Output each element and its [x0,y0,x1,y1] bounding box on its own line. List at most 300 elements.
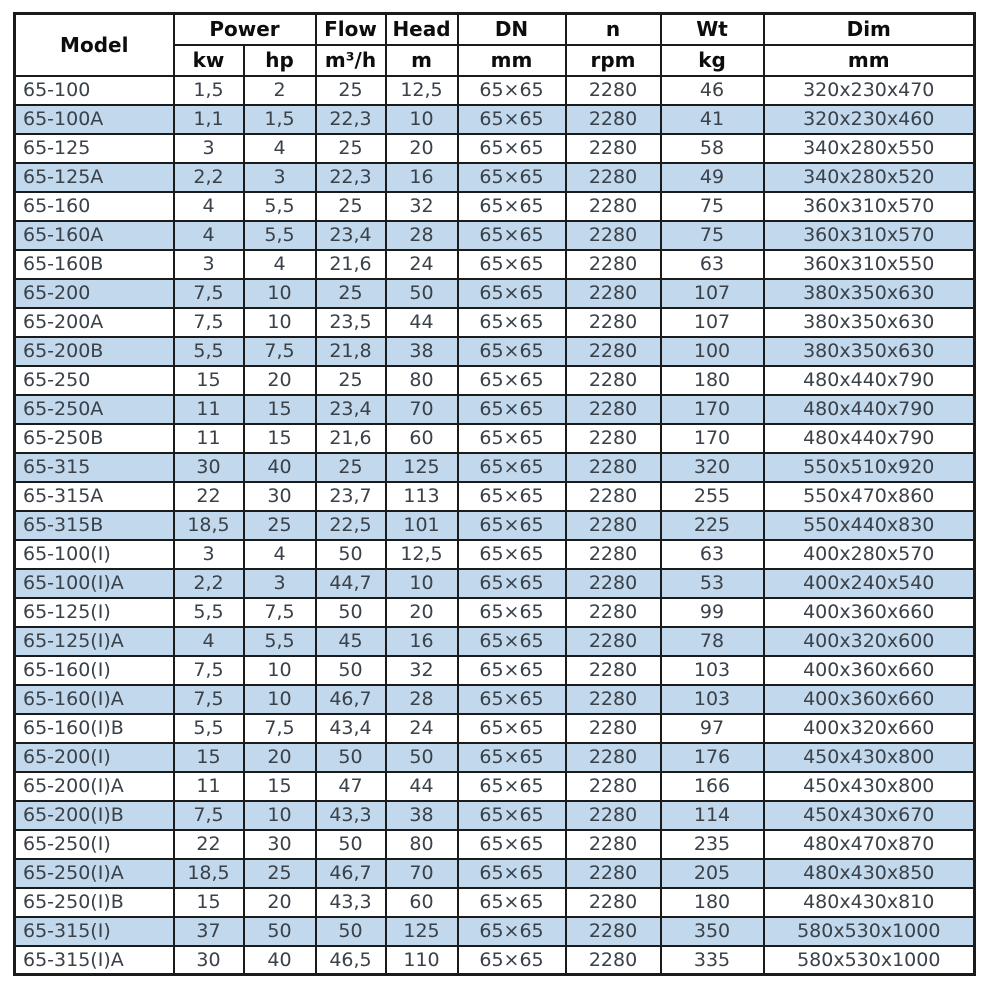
table-row [15,946,975,975]
cell-dn: 65×65 [458,221,566,250]
cell-wt: 58 [661,134,764,163]
cell-power-kw: 15 [174,888,244,917]
cell-dn: 65×65 [458,801,566,830]
cell-dim: 550x440x830 [764,511,975,540]
cell-model: 65-160(I)B [15,714,174,743]
cell-dn: 65×65 [458,424,566,453]
cell-model: 65-200(I)B [15,801,174,830]
cell-power-hp: 40 [244,946,316,975]
cell-power-hp: 10 [244,656,316,685]
cell-wt: 170 [661,395,764,424]
cell-wt: 114 [661,801,764,830]
cell-power-hp: 20 [244,743,316,772]
table-row [15,917,975,946]
cell-head: 70 [386,395,458,424]
cell-power-hp: 5,5 [244,627,316,656]
cell-dn: 65×65 [458,163,566,192]
cell-n: 2280 [566,366,661,395]
cell-model: 65-200A [15,308,174,337]
cell-wt: 107 [661,308,764,337]
cell-model: 65-100(I) [15,540,174,569]
cell-power-hp: 10 [244,279,316,308]
cell-model: 65-100 [15,76,174,105]
cell-dim: 480x430x850 [764,859,975,888]
cell-n: 2280 [566,308,661,337]
cell-power-kw: 2,2 [174,163,244,192]
cell-flow: 23,4 [316,395,386,424]
table-body [15,76,975,975]
table-row [15,482,975,511]
cell-dn: 65×65 [458,337,566,366]
cell-dn: 65×65 [458,76,566,105]
cell-n: 2280 [566,482,661,511]
cell-dn: 65×65 [458,134,566,163]
cell-dn: 65×65 [458,685,566,714]
cell-flow: 25 [316,76,386,105]
cell-n: 2280 [566,859,661,888]
cell-power-kw: 7,5 [174,308,244,337]
cell-dn: 65×65 [458,772,566,801]
cell-head: 60 [386,424,458,453]
cell-n: 2280 [566,540,661,569]
cell-flow: 25 [316,453,386,482]
cell-power-hp: 25 [244,511,316,540]
table-row [15,656,975,685]
cell-power-kw: 18,5 [174,511,244,540]
table-row [15,366,975,395]
cell-flow: 45 [316,627,386,656]
cell-dn: 65×65 [458,395,566,424]
cell-dn: 65×65 [458,946,566,975]
cell-wt: 335 [661,946,764,975]
table-row [15,511,975,540]
cell-dim: 400x360x660 [764,685,975,714]
cell-model: 65-125 [15,134,174,163]
cell-power-kw: 4 [174,192,244,221]
table-row [15,685,975,714]
cell-n: 2280 [566,772,661,801]
cell-flow: 22,3 [316,163,386,192]
cell-n: 2280 [566,598,661,627]
table-row [15,76,975,105]
cell-dn: 65×65 [458,656,566,685]
cell-head: 38 [386,337,458,366]
cell-dim: 450x430x800 [764,772,975,801]
cell-wt: 205 [661,859,764,888]
cell-power-hp: 50 [244,917,316,946]
cell-flow: 46,7 [316,859,386,888]
header-power: Power [174,14,316,45]
cell-wt: 103 [661,685,764,714]
cell-head: 28 [386,221,458,250]
cell-power-hp: 20 [244,888,316,917]
cell-head: 125 [386,917,458,946]
cell-dim: 480x440x790 [764,424,975,453]
cell-dim: 580x530x1000 [764,946,975,975]
cell-dn: 65×65 [458,714,566,743]
cell-power-hp: 4 [244,250,316,279]
cell-model: 65-200B [15,337,174,366]
cell-n: 2280 [566,888,661,917]
cell-power-kw: 18,5 [174,859,244,888]
cell-flow: 50 [316,743,386,772]
cell-head: 80 [386,830,458,859]
table-row [15,888,975,917]
cell-power-hp: 30 [244,482,316,511]
cell-wt: 97 [661,714,764,743]
header-unit-flow: m³/h [316,45,386,76]
table-row [15,105,975,134]
cell-flow: 50 [316,540,386,569]
cell-head: 44 [386,308,458,337]
cell-head: 20 [386,598,458,627]
cell-model: 65-200(I)A [15,772,174,801]
cell-flow: 47 [316,772,386,801]
table-row [15,279,975,308]
cell-model: 65-160 [15,192,174,221]
cell-dim: 480x440x790 [764,395,975,424]
table-row [15,221,975,250]
table-row [15,424,975,453]
cell-power-kw: 2,2 [174,569,244,598]
cell-head: 24 [386,250,458,279]
cell-power-hp: 20 [244,366,316,395]
cell-flow: 50 [316,917,386,946]
cell-wt: 100 [661,337,764,366]
cell-model: 65-250(I)A [15,859,174,888]
cell-head: 44 [386,772,458,801]
cell-flow: 23,4 [316,221,386,250]
cell-model: 65-100A [15,105,174,134]
cell-n: 2280 [566,192,661,221]
cell-model: 65-200(I) [15,743,174,772]
cell-n: 2280 [566,685,661,714]
cell-model: 65-160(I)A [15,685,174,714]
cell-head: 50 [386,279,458,308]
cell-head: 70 [386,859,458,888]
cell-dim: 380x350x630 [764,308,975,337]
cell-flow: 25 [316,192,386,221]
cell-head: 10 [386,569,458,598]
cell-power-hp: 25 [244,859,316,888]
cell-dim: 580x530x1000 [764,917,975,946]
cell-n: 2280 [566,76,661,105]
cell-wt: 99 [661,598,764,627]
cell-wt: 180 [661,366,764,395]
cell-power-kw: 30 [174,946,244,975]
cell-n: 2280 [566,946,661,975]
cell-power-kw: 11 [174,772,244,801]
cell-power-hp: 3 [244,569,316,598]
table-row [15,772,975,801]
cell-power-kw: 11 [174,395,244,424]
cell-dim: 400x360x660 [764,598,975,627]
cell-dim: 400x280x570 [764,540,975,569]
cell-flow: 43,4 [316,714,386,743]
cell-dn: 65×65 [458,250,566,279]
cell-wt: 176 [661,743,764,772]
table-row [15,859,975,888]
cell-head: 16 [386,627,458,656]
cell-power-kw: 1,1 [174,105,244,134]
cell-dn: 65×65 [458,540,566,569]
cell-head: 12,5 [386,76,458,105]
cell-dim: 380x350x630 [764,337,975,366]
cell-flow: 23,5 [316,308,386,337]
cell-n: 2280 [566,656,661,685]
cell-model: 65-100(I)A [15,569,174,598]
cell-n: 2280 [566,395,661,424]
table-row [15,453,975,482]
cell-power-hp: 2 [244,76,316,105]
cell-power-kw: 1,5 [174,76,244,105]
header-unit-dim: mm [764,45,975,76]
cell-power-kw: 11 [174,424,244,453]
cell-head: 10 [386,105,458,134]
cell-flow: 23,7 [316,482,386,511]
cell-model: 65-125(I) [15,598,174,627]
cell-wt: 49 [661,163,764,192]
cell-power-kw: 5,5 [174,337,244,366]
table-row [15,337,975,366]
cell-dn: 65×65 [458,859,566,888]
cell-dim: 450x430x670 [764,801,975,830]
cell-head: 16 [386,163,458,192]
cell-power-hp: 5,5 [244,192,316,221]
header-unit-head: m [386,45,458,76]
cell-power-kw: 4 [174,627,244,656]
cell-dn: 65×65 [458,627,566,656]
cell-wt: 320 [661,453,764,482]
header-unit-kw: kw [174,45,244,76]
cell-wt: 63 [661,250,764,279]
cell-flow: 50 [316,598,386,627]
cell-power-hp: 4 [244,134,316,163]
cell-wt: 255 [661,482,764,511]
table-row [15,163,975,192]
cell-wt: 170 [661,424,764,453]
cell-power-kw: 3 [174,540,244,569]
cell-power-hp: 4 [244,540,316,569]
cell-flow: 25 [316,134,386,163]
cell-dim: 400x320x660 [764,714,975,743]
cell-flow: 44,7 [316,569,386,598]
cell-dim: 320x230x460 [764,105,975,134]
cell-n: 2280 [566,134,661,163]
cell-dim: 340x280x550 [764,134,975,163]
cell-head: 125 [386,453,458,482]
cell-dim: 360x310x570 [764,221,975,250]
cell-wt: 75 [661,221,764,250]
cell-model: 65-250(I) [15,830,174,859]
header-n: n [566,14,661,45]
cell-wt: 235 [661,830,764,859]
cell-dn: 65×65 [458,366,566,395]
cell-power-hp: 10 [244,685,316,714]
cell-n: 2280 [566,511,661,540]
cell-n: 2280 [566,627,661,656]
cell-power-kw: 30 [174,453,244,482]
cell-power-hp: 10 [244,801,316,830]
cell-power-hp: 15 [244,772,316,801]
table-row [15,743,975,772]
cell-n: 2280 [566,337,661,366]
table-header [15,14,975,76]
cell-power-kw: 3 [174,250,244,279]
cell-flow: 22,5 [316,511,386,540]
cell-head: 32 [386,656,458,685]
cell-n: 2280 [566,453,661,482]
cell-dim: 480x430x810 [764,888,975,917]
cell-flow: 46,5 [316,946,386,975]
cell-flow: 22,3 [316,105,386,134]
cell-head: 38 [386,801,458,830]
cell-flow: 46,7 [316,685,386,714]
cell-power-kw: 15 [174,366,244,395]
cell-model: 65-200 [15,279,174,308]
header-model: Model [15,14,174,76]
cell-flow: 43,3 [316,888,386,917]
cell-dim: 550x470x860 [764,482,975,511]
cell-n: 2280 [566,830,661,859]
cell-head: 80 [386,366,458,395]
cell-power-hp: 30 [244,830,316,859]
header-unit-wt: kg [661,45,764,76]
cell-wt: 78 [661,627,764,656]
cell-n: 2280 [566,569,661,598]
cell-power-kw: 37 [174,917,244,946]
cell-head: 12,5 [386,540,458,569]
cell-wt: 166 [661,772,764,801]
cell-wt: 103 [661,656,764,685]
cell-n: 2280 [566,221,661,250]
table-row [15,395,975,424]
cell-n: 2280 [566,714,661,743]
header-wt: Wt [661,14,764,45]
cell-model: 65-125A [15,163,174,192]
cell-model: 65-160A [15,221,174,250]
header-head: Head [386,14,458,45]
cell-dim: 400x320x600 [764,627,975,656]
cell-head: 101 [386,511,458,540]
header-row-top [15,14,975,45]
cell-model: 65-160B [15,250,174,279]
cell-model: 65-315A [15,482,174,511]
table-row [15,134,975,163]
cell-head: 32 [386,192,458,221]
cell-power-hp: 3 [244,163,316,192]
cell-n: 2280 [566,163,661,192]
cell-n: 2280 [566,105,661,134]
cell-power-hp: 7,5 [244,337,316,366]
cell-wt: 41 [661,105,764,134]
cell-dim: 550x510x920 [764,453,975,482]
cell-dn: 65×65 [458,279,566,308]
cell-dim: 400x360x660 [764,656,975,685]
cell-n: 2280 [566,279,661,308]
header-unit-n: rpm [566,45,661,76]
cell-dim: 360x310x570 [764,192,975,221]
cell-power-hp: 7,5 [244,714,316,743]
cell-power-kw: 15 [174,743,244,772]
cell-power-kw: 7,5 [174,685,244,714]
cell-dn: 65×65 [458,105,566,134]
cell-head: 113 [386,482,458,511]
cell-model: 65-315B [15,511,174,540]
table-row [15,308,975,337]
cell-model: 65-315 [15,453,174,482]
cell-model: 65-125(I)A [15,627,174,656]
cell-power-kw: 3 [174,134,244,163]
cell-dim: 360x310x550 [764,250,975,279]
cell-power-kw: 22 [174,482,244,511]
cell-flow: 50 [316,656,386,685]
cell-model: 65-250(I)B [15,888,174,917]
cell-power-kw: 5,5 [174,714,244,743]
cell-dim: 400x240x540 [764,569,975,598]
cell-power-hp: 1,5 [244,105,316,134]
cell-head: 50 [386,743,458,772]
cell-power-hp: 10 [244,308,316,337]
header-dim: Dim [764,14,975,45]
cell-head: 60 [386,888,458,917]
cell-flow: 50 [316,830,386,859]
cell-n: 2280 [566,801,661,830]
cell-dn: 65×65 [458,830,566,859]
cell-dim: 480x470x870 [764,830,975,859]
cell-power-kw: 7,5 [174,801,244,830]
cell-power-hp: 15 [244,395,316,424]
cell-head: 110 [386,946,458,975]
cell-wt: 75 [661,192,764,221]
cell-flow: 43,3 [316,801,386,830]
cell-wt: 180 [661,888,764,917]
cell-power-kw: 7,5 [174,656,244,685]
header-dn: DN [458,14,566,45]
cell-head: 28 [386,685,458,714]
cell-power-kw: 5,5 [174,598,244,627]
cell-n: 2280 [566,424,661,453]
cell-n: 2280 [566,250,661,279]
cell-dn: 65×65 [458,917,566,946]
cell-dim: 340x280x520 [764,163,975,192]
cell-dn: 65×65 [458,453,566,482]
table-row [15,714,975,743]
cell-dn: 65×65 [458,511,566,540]
cell-power-hp: 15 [244,424,316,453]
cell-dn: 65×65 [458,192,566,221]
cell-model: 65-250B [15,424,174,453]
cell-head: 20 [386,134,458,163]
table-row [15,598,975,627]
cell-dim: 480x440x790 [764,366,975,395]
cell-dn: 65×65 [458,569,566,598]
cell-flow: 21,6 [316,424,386,453]
table-row [15,830,975,859]
table-row [15,540,975,569]
cell-flow: 25 [316,366,386,395]
table-row [15,250,975,279]
table-row [15,627,975,656]
pump-spec-table [13,12,976,976]
cell-dim: 380x350x630 [764,279,975,308]
cell-dn: 65×65 [458,308,566,337]
cell-model: 65-250 [15,366,174,395]
cell-n: 2280 [566,743,661,772]
cell-wt: 46 [661,76,764,105]
cell-dn: 65×65 [458,743,566,772]
cell-dn: 65×65 [458,888,566,917]
